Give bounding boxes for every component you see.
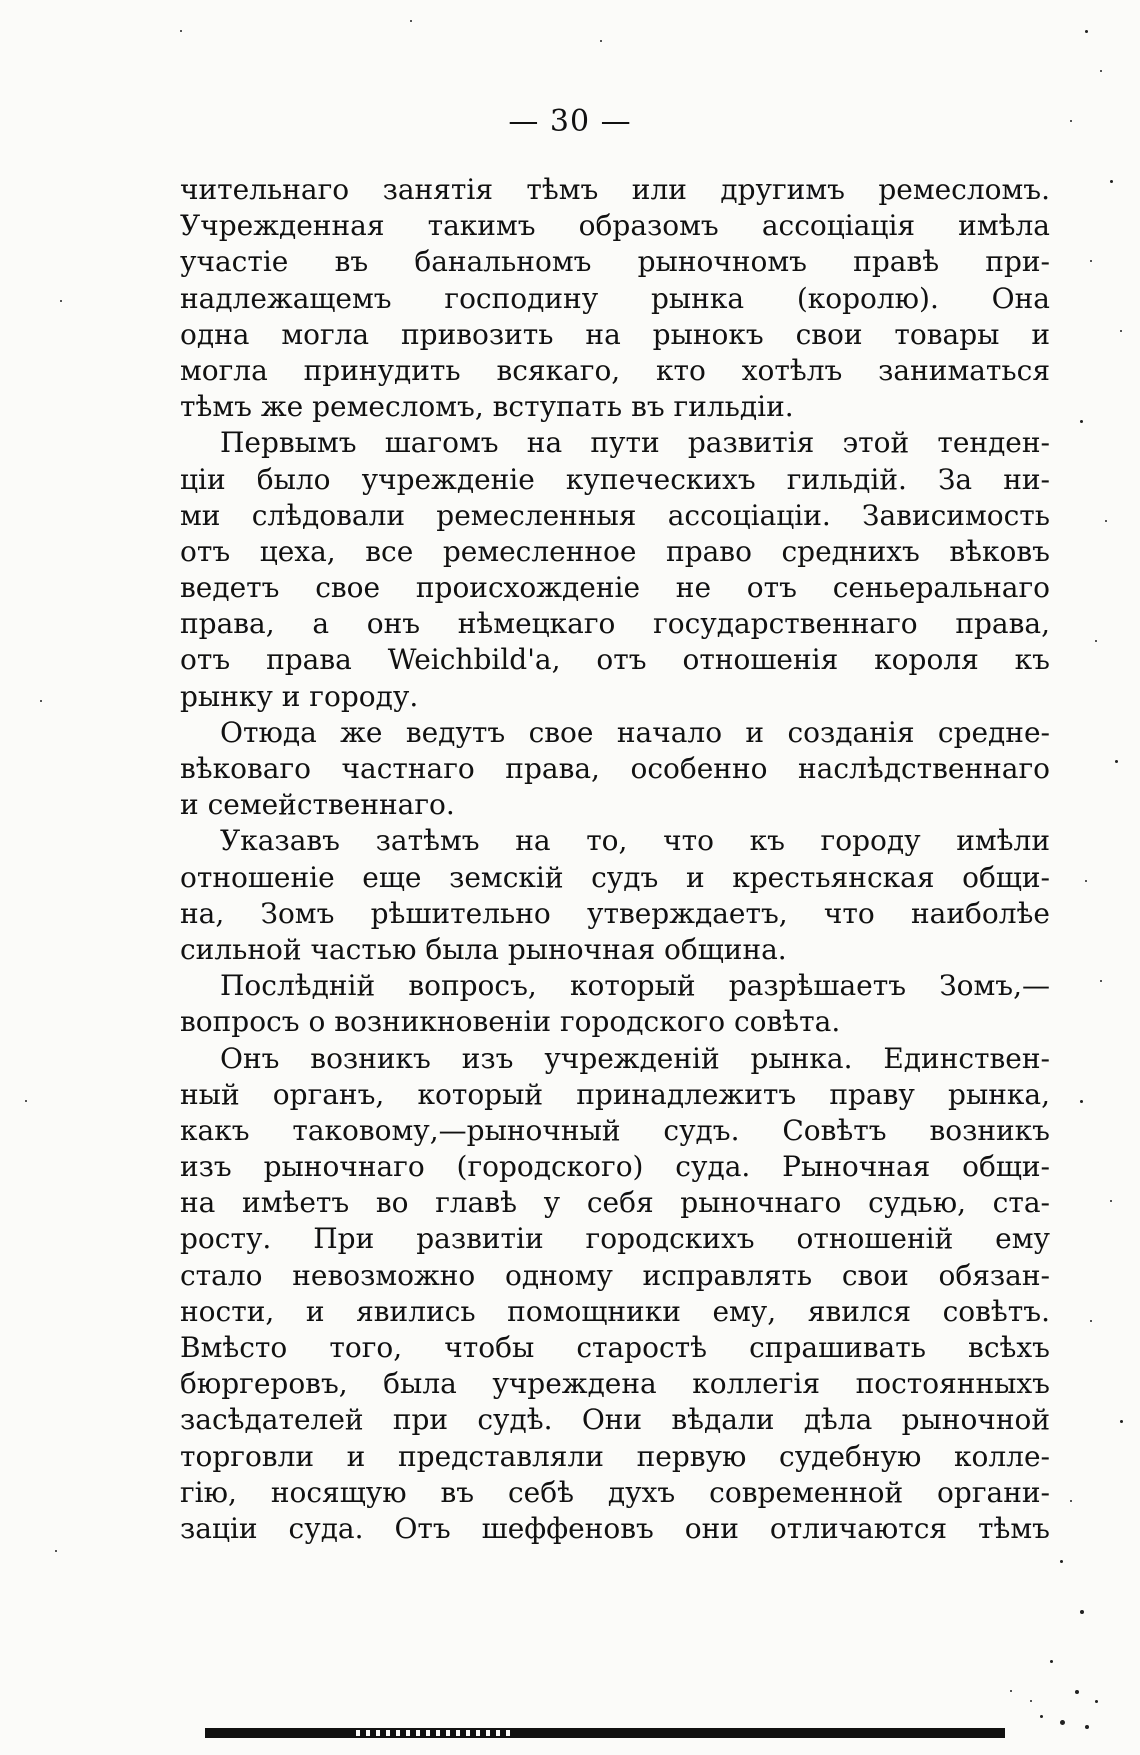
text-line: и семейственнаго.: [180, 788, 455, 822]
text-line: бюргеровъ, была учреждена коллегія постоянныхъ: [180, 1367, 1050, 1401]
text-line: ведетъ свое происхожденіе не отъ сеньеральнаго: [180, 571, 1050, 605]
scan-speck: [1070, 1500, 1072, 1502]
scan-speck: [1110, 180, 1113, 183]
body-text: [180, 172, 1050, 1547]
text-line: изъ рыночнаго (городского) суда. Рыночная общи-: [180, 1150, 1050, 1184]
scan-speck: [180, 30, 182, 32]
text-line: Послѣдній вопросъ, который разрѣшаетъ Зомъ,—: [220, 969, 1050, 1003]
text-line: на имѣетъ во главѣ у себя рыночнаго судью, ста-: [180, 1186, 1050, 1220]
page-bottom-edge-texture: [350, 1730, 510, 1736]
scan-speck: [1070, 120, 1072, 122]
scan-speck: [1100, 980, 1102, 982]
text-line: торговли и представляли первую судебную колле-: [180, 1439, 1050, 1473]
scan-speck: [1080, 1100, 1083, 1103]
scan-speck: [1080, 420, 1083, 423]
text-line: гію, носящую въ себѣ духъ современной органи-: [180, 1475, 1050, 1509]
text-line: ности, и явились помощники ему, явился совѣтъ.: [180, 1294, 1050, 1328]
text-line: росту. При развитіи городскихъ отношеній ему: [180, 1222, 1050, 1256]
text-line: вопросъ о возникновеніи городского совѣта.: [180, 1005, 841, 1039]
scan-speck: [1040, 1715, 1043, 1718]
scan-speck: [1095, 640, 1097, 642]
scan-speck: [55, 1550, 57, 1552]
text-line: чительнаго занятія тѣмъ или другимъ ремесломъ.: [180, 173, 1050, 206]
text-line: Указавъ затѣмъ на то, что къ городу имѣли: [220, 824, 1050, 858]
text-line: ный органъ, который принадлежитъ праву рынка,: [180, 1077, 1050, 1111]
text-line: сильной частью была рыночная община.: [180, 932, 787, 966]
scan-speck: [25, 1100, 27, 1102]
scan-speck: [1085, 30, 1088, 33]
scan-speck: [1075, 1690, 1079, 1694]
text-line: какъ таковому,—рыночный судъ. Совѣтъ возникъ: [180, 1113, 1050, 1147]
scan-speck: [1110, 1200, 1112, 1202]
text-line: на, Зомъ рѣшительно утверждаетъ, что наиболѣе: [180, 896, 1050, 930]
page-bottom-edge: [205, 1728, 1005, 1738]
text-line: заціи суда. Отъ шеффеновъ они отличаются тѣмъ: [180, 1511, 1050, 1545]
scan-speck: [60, 300, 62, 302]
text-line: тѣмъ же ремесломъ, вступать въ гильдіи.: [180, 390, 794, 424]
scan-speck: [1120, 330, 1122, 332]
text-line: участіе въ банальномъ рыночномъ правѣ при-: [180, 245, 1050, 279]
scan-speck: [1030, 1700, 1032, 1702]
scan-speck: [410, 20, 412, 22]
text-line: вѣковаго частнаго права, особенно наслѣдственнаго: [180, 752, 1050, 785]
scan-speck: [1095, 1700, 1098, 1703]
scan-speck: [1060, 1560, 1063, 1563]
text-line: Учрежденная такимъ образомъ ассоціація имѣла: [180, 209, 1050, 243]
text-line: надлежащемъ господину рынка (королю). Она: [180, 281, 1050, 315]
text-line: засѣдателей при судѣ. Они вѣдали дѣла рыночной: [180, 1403, 1050, 1437]
text-line: рынку и городу.: [180, 679, 419, 713]
text-line: права, а онъ нѣмецкаго государственнаго права,: [180, 607, 1050, 641]
text-line: отношеніе еще земскій судъ и крестьянская общи-: [180, 860, 1050, 894]
scan-speck: [1090, 1320, 1092, 1322]
text-line: Первымъ шагомъ на пути развитія этой тенден-: [220, 426, 1050, 460]
scan-speck: [1010, 1690, 1012, 1692]
scan-speck: [1105, 520, 1107, 522]
scan-speck: [1050, 1660, 1053, 1663]
scan-speck: [1080, 1610, 1084, 1614]
text-line: ціи было учрежденіе купеческихъ гильдій. За ни-: [180, 462, 1050, 496]
text-line: могла принудить всякаго, кто хотѣлъ заниматься: [180, 353, 1050, 387]
page-number: — 30 —: [508, 104, 632, 139]
text-line: стало невозможно одному исправлять свои обязан-: [180, 1258, 1050, 1292]
text-line: отъ цеха, все ремесленное право среднихъ вѣковъ: [180, 534, 1050, 568]
scan-speck: [1090, 260, 1092, 262]
text-line: Отюда же ведутъ свое начало и созданія средне-: [220, 715, 1050, 749]
text-line: ми слѣдовали ремесленныя ассоціаціи. Зависимость: [180, 498, 1050, 532]
scan-speck: [1100, 70, 1102, 72]
scan-speck: [40, 700, 42, 702]
scan-speck: [1120, 1420, 1123, 1423]
text-line: Вмѣсто того, чтобы старостѣ спрашивать всѣхъ: [180, 1331, 1050, 1364]
scan-speck: [1085, 880, 1087, 882]
text-line: одна могла привозить на рынокъ свои товары и: [180, 317, 1050, 351]
text-line: Онъ возникъ изъ учрежденій рынка. Единствен-: [220, 1041, 1050, 1075]
scan-speck: [1060, 1720, 1065, 1725]
scan-speck: [1085, 1725, 1089, 1729]
scan-speck: [1115, 760, 1118, 763]
text-line: отъ права Weichbild'a, отъ отношенія короля къ: [180, 643, 1050, 677]
scan-speck: [600, 40, 602, 42]
